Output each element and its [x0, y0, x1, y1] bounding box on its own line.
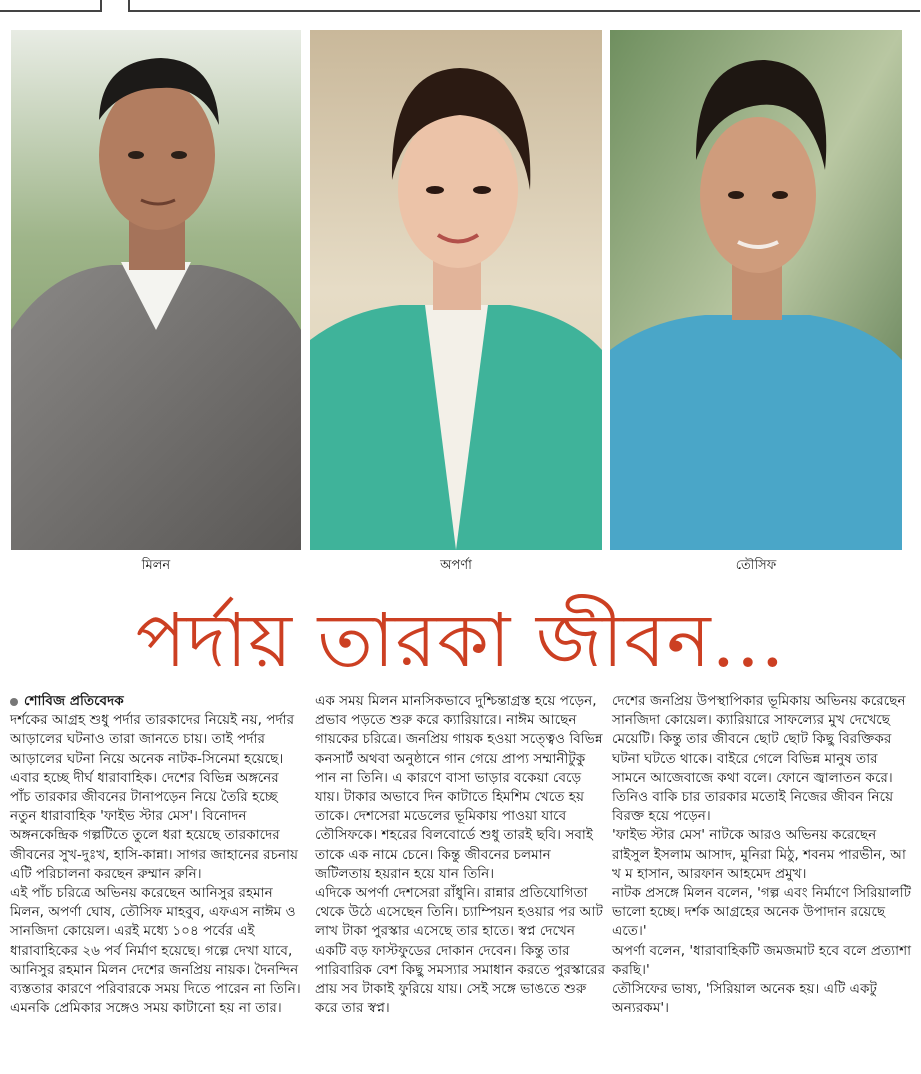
article-paragraph: নাটক প্রসঙ্গে মিলন বলেন, 'গল্প এবং নির্মাণে সিরিয়ালটি ভালো হচ্ছে। দর্শক আগ্রহের অনেক উপাদান রয়েছে এতে।' — [612, 885, 911, 940]
article-column-1 — [10, 692, 302, 1018]
byline — [10, 692, 302, 711]
headline: পর্দায় তারকা জীবন... — [135, 598, 786, 684]
portrait-aparna-image — [310, 30, 602, 550]
photo-tousif — [610, 30, 902, 550]
portrait-tousif-image — [610, 30, 902, 550]
article-paragraph: দেশের জনপ্রিয় উপস্থাপিকার ভূমিকায় অভিনয় করেছেন সানজিদা কোয়েল। ক্যারিয়ারে সাফল্যের মুখ দেখেছে মেয়েটি। কিন্তু তার জীবনে ছোট ছোট কিছু বিরক্তিকর ঘটনা ঘটতে থাকে। বাইরে গেলে বিভিন্ন মানুষ তার সামনে আজেবাজে কথা বলে। ফোনে জ্বালাতন করে। তিনিও বাকি চার তারকার মতোই নিজের জীবন নিয়ে বিরক্ত হয়ে পড়েন। — [612, 693, 906, 825]
photo-milon — [11, 30, 301, 550]
article-paragraph: এই পাঁচ চরিত্রে অভিনয় করেছেন আনিসুর রহমান মিলন, অপর্ণা ঘোষ, তৌসিফ মাহবুব, এফএস নাঈম ও সানজিদা কোয়েল। এরই মধ্যে ১০৪ পর্বের এই ধারাবাহিকের ২৬ পর্ব নির্মাণ হয়েছে। গল্পে দেখা যাবে, আনিসুর রহমান মিলন দেশের জনপ্রিয় নায়ক। দৈনন্দিন ব্যস্ততার কারণে পরিবারকে সময় দিতে পারেন না তিনি। এমনকি প্রেমিকার সঙ্গেও সময় কাটানো হয় না তার। — [10, 885, 301, 1017]
page-frame-top — [0, 0, 921, 18]
caption-aparna: অপর্ণা — [440, 558, 472, 573]
photo-aparna — [310, 30, 602, 550]
article-column-2 — [315, 692, 607, 1018]
bullet-icon — [10, 698, 18, 706]
byline-text: শোবিজ প্রতিবেদক — [24, 693, 124, 709]
frame-left-segment — [0, 0, 102, 12]
caption-tousif: তৌসিফ — [735, 558, 777, 573]
article-paragraph: এদিকে অপর্ণা দেশসেরা রাঁধুনি। রান্নার প্রতিযোগিতা থেকে উঠে এসেছেন তিনি। চ্যাম্পিয়ন হওয়ার পর আট লাখ টাকা পুরস্কার এসেছে তার হাতে। স্বপ্ন দেখেন একটি বড় ফাস্টফুডের দোকান দেবেন। কিন্তু তার পারিবারিক বেশ কিছু সমস্যার সমাধান করতে পুরস্কারের প্রায় সব টাকাই ফুরিয়ে যায়। সেই সঙ্গে ভাঙতে শুরু করে তার স্বপ্ন। — [315, 885, 606, 1017]
article-paragraph: অপর্ণা বলেন, 'ধারাবাহিকটি জমজমাট হবে বলে প্রত্যাশা করছি।' — [612, 942, 912, 978]
portrait-milon-image — [11, 30, 301, 550]
caption-milon: মিলন — [141, 558, 171, 573]
article-column-3 — [612, 692, 912, 1018]
article-paragraph: দর্শকের আগ্রহ শুধু পর্দার তারকাদের নিয়েই নয়, পর্দার আড়ালের ঘটনাও তারা জানতে চায়। তাই পর্দার আড়ালের ঘটনা নিয়ে অনেক নাটক-সিনেমা হয়েছে। এবার হচ্ছে দীর্ঘ ধারাবাহিক। দেশের বিভিন্ন অঙ্গনের পাঁচ তারকার জীবনের টানাপড়েন নিয়ে তৈরি হচ্ছে নতুন ধারাবাহিক 'ফাইভ স্টার মেস'। বিনোদন অঙ্গনকেন্দ্রিক গল্পটিতে তুলে ধরা হয়েছে তারকাদের জীবনের সুখ-দুঃখ, হাসি-কান্না। সাগর জাহানের রচনায় এটি পরিচালনা করছেন রুম্মান রুনি। — [10, 712, 299, 882]
article-paragraph: তৌসিফের ভাষ্য, 'সিরিয়াল অনেক হয়। এটি একটু অন্যরকম'। — [612, 981, 877, 1017]
article-paragraph: 'ফাইভ স্টার মেস' নাটকে আরও অভিনয় করেছেন রাইসুল ইসলাম আসাদ, মুনিরা মিঠু, শবনম পারভীন, আ খ ম হাসান, আরফান আহমেদ প্রমুখ। — [612, 827, 906, 882]
frame-right-segment — [128, 0, 920, 12]
article-paragraph: এক সময় মিলন মানসিকভাবে দুশ্চিন্তাগ্রস্ত হয়ে পড়েন, প্রভাব পড়তে শুরু করে ক্যারিয়ারে। নাঈম আছেন গায়কের চরিত্রে। জনপ্রিয় গায়ক হওয়া সত্ত্বেও বিভিন্ন কনসার্ট অথবা অনুষ্ঠানে গান গেয়ে প্রাপ্য সম্মানীটুকু পান না তিনি। এ কারণে বাসা ভাড়ার বকেয়া বেড়ে যায়। টাকার অভাবে দিন কাটাতে হিমশিম খেতে হয় তাকে। দেশসেরা মডেলের ভূমিকায় পাওয়া যাবে তৌসিফকে। শহরের বিলবোর্ডে শুধু তারই ছবি। সবাই তাকে এক নামে চেনে। কিন্তু জীবনের চলমান জটিলতায় হয়রান হয়ে যান তিনি। — [315, 693, 603, 882]
